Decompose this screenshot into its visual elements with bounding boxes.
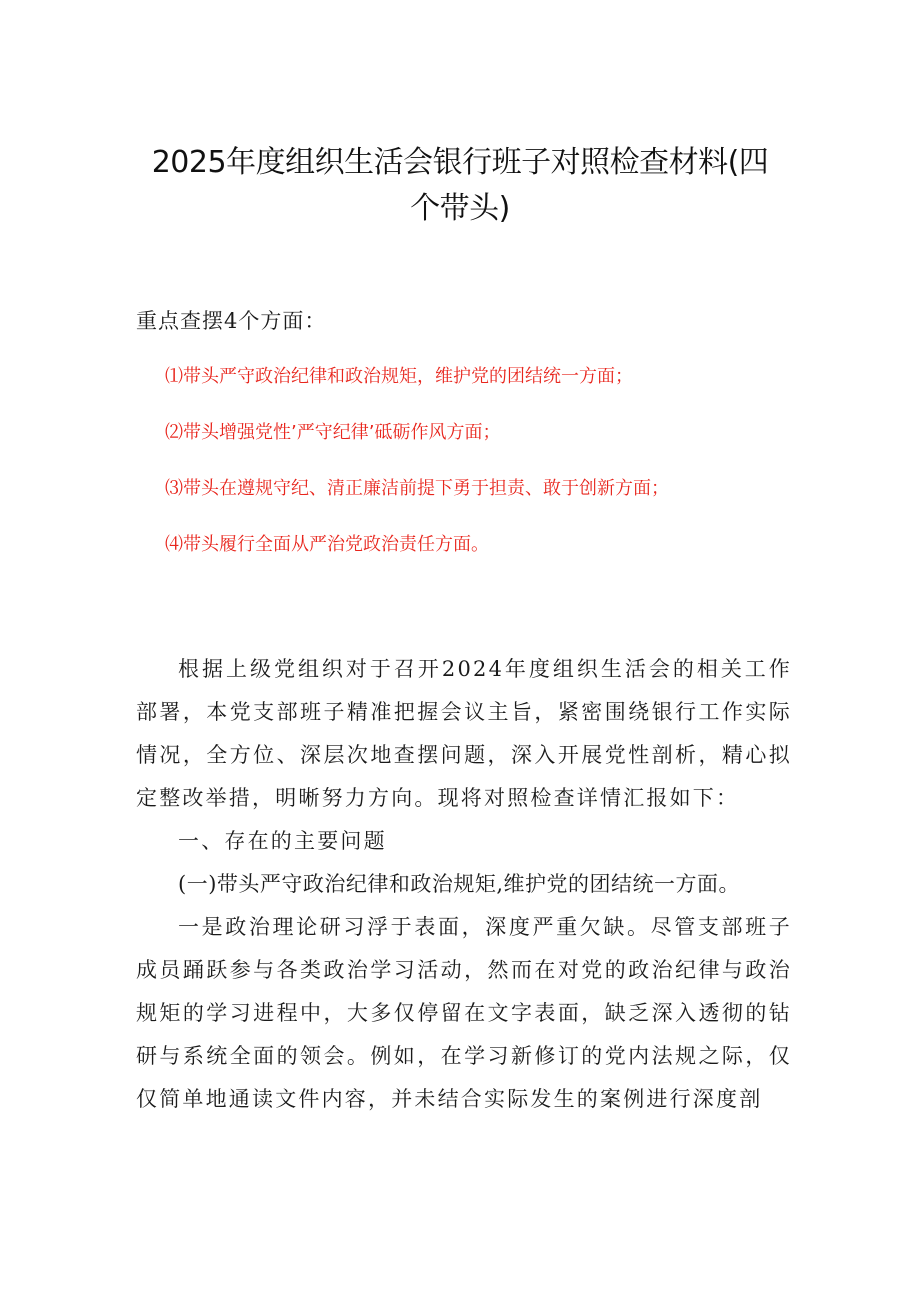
title-line-2: 个带头) [410,191,510,226]
sub-heading: (一)带头严守政治纪律和政治规矩,维护党的团结统一方面。 [178,872,741,896]
focus-item-4: ⑷带头履行全面从严治党政治责任方面。 [165,534,489,555]
body-paragraph: 一是政治理论研习浮于表面，深度严重欠缺。尽管支部班子成员踊跃参与各类政治学习活动，然而在对党的政治纪律与政治规矩的学习进程中，大多仅停留在文字表面，缺乏深入透彻的钻研与系统全面的领会。例如，在学习新修订的党内法规之际，仅仅简单地通读文件内容，并未结合实际发生的案例进行深度剖 [136,915,792,1111]
section-heading: 一、存在的主要问题 [178,829,387,853]
title-line-1: 2025年度组织生活会银行班子对照检查材料(四 [151,145,769,180]
focus-item-2: ⑵带头增强党性’严守纪律’砥砺作风方面； [165,422,501,443]
focus-list [165,363,669,587]
focus-item-1: ⑴带头严守政治纪律和政治规矩，维护党的团结统一方面； [165,366,633,387]
document-body [136,648,792,1121]
focus-item-3: ⑶带头在遵规守纪、清正廉洁前提下勇于担责、敢于创新方面； [165,478,669,499]
document-title [130,140,790,232]
intro-paragraph: 根据上级党组织对于召开2024年度组织生活会的相关工作部署，本党支部班子精准把握会议主旨，紧密围绕银行工作实际情况，全方位、深层次地查摆问题，深入开展党性剖析，精心拟定整改举措，明晰努力方向。现将对照检查详情汇报如下： [136,657,792,810]
focus-heading: 重点查摆4个方面： [136,309,327,333]
